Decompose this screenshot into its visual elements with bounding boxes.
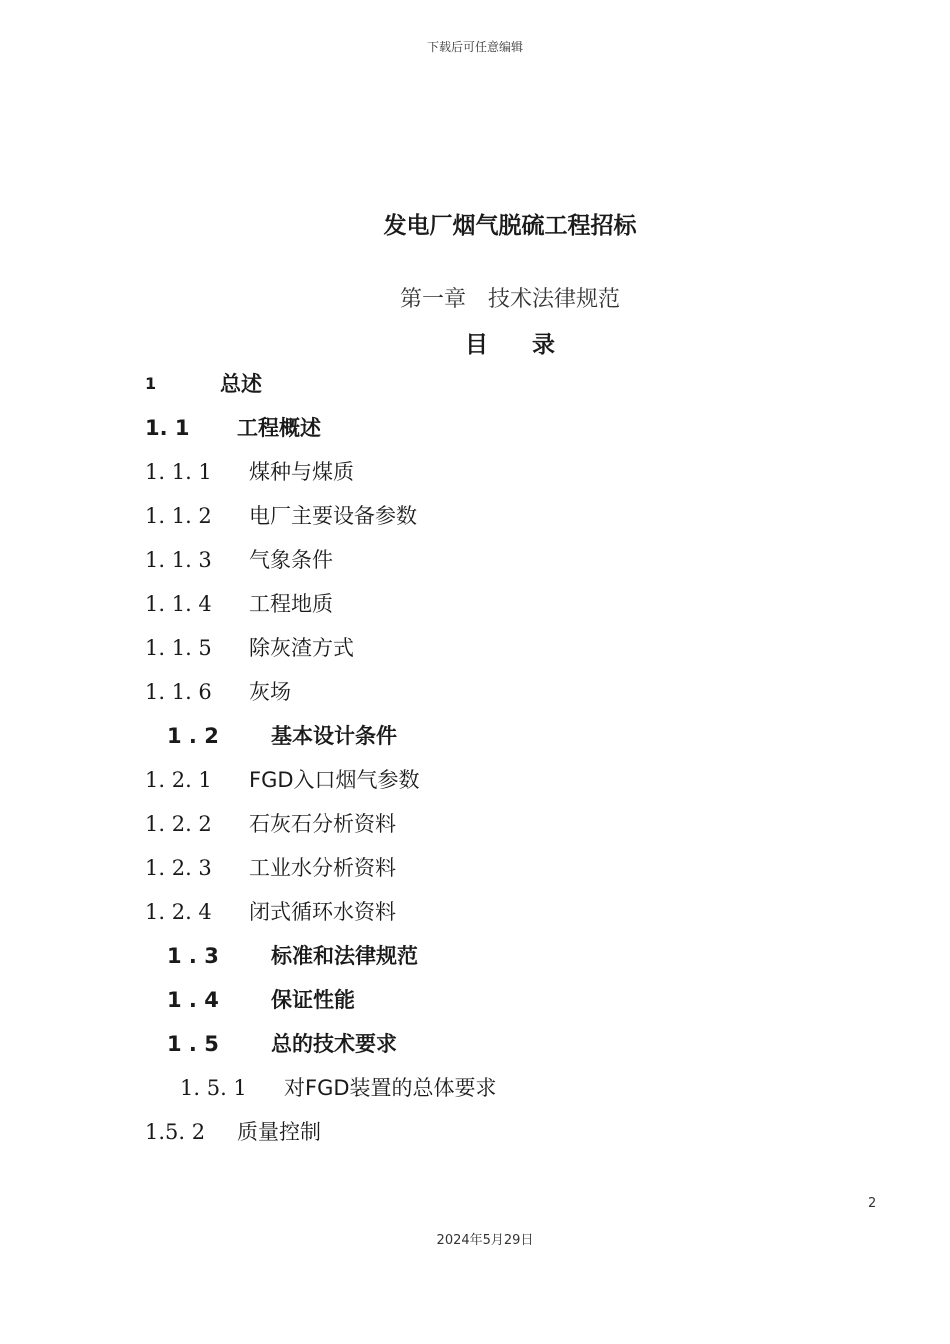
toc-entry-number: 1. 1 <box>145 416 190 440</box>
toc-entry <box>145 502 417 530</box>
toc-entry-title: 煤种与煤质 <box>249 460 354 484</box>
toc-entry <box>145 810 396 838</box>
toc-entry-title: 质量控制 <box>237 1120 321 1144</box>
toc-entry-title: 电厂主要设备参数 <box>249 504 417 528</box>
toc-entry-title: 石灰石分析资料 <box>249 812 396 836</box>
page-footer-date: 2024年5月29日 <box>436 1233 534 1248</box>
toc-entry <box>145 854 396 882</box>
chapter-heading: 第一章 技术法律规范 <box>399 287 620 312</box>
toc-entry-title: 总述 <box>220 372 262 396</box>
toc-entry-title: 工业水分析资料 <box>249 856 396 880</box>
toc-entry <box>145 898 396 926</box>
toc-entry <box>145 1118 321 1146</box>
toc-entry-number: 1 . 3 <box>167 944 219 968</box>
toc-entry <box>167 942 418 970</box>
toc-entry-number: 1. 1. 5 <box>145 636 212 660</box>
document-title: 发电厂烟气脱硫工程招标 <box>383 213 637 239</box>
toc-entry-number: 1 . 4 <box>167 988 219 1012</box>
toc-entry <box>145 546 333 574</box>
page-number: 2 <box>868 1196 877 1211</box>
toc-heading <box>465 326 555 359</box>
toc-entry-title: 基本设计条件 <box>271 724 397 748</box>
toc-entry-title: 灰场 <box>249 680 291 704</box>
toc-entry-number: 1 . 2 <box>167 724 219 748</box>
toc-entry-title: 闭式循环水资料 <box>249 900 396 924</box>
toc-entry <box>180 1074 497 1102</box>
toc-entry-number: 1. 2. 3 <box>145 856 212 880</box>
toc-entry-title: FGD入口烟气参数 <box>249 768 420 792</box>
page-header: 下载后可任意编辑 <box>426 40 523 54</box>
toc-entry-title: 保证性能 <box>271 988 355 1012</box>
toc-entry-title: 标准和法律规范 <box>271 944 418 968</box>
toc-entry <box>145 678 291 706</box>
toc-entry-number: 1. 1. 1 <box>145 460 212 484</box>
toc-entry <box>145 634 354 662</box>
toc-entry-number: 1.5. 2 <box>145 1120 206 1144</box>
toc-entry <box>145 370 262 398</box>
toc-entry-number: 1. 1. 3 <box>145 548 212 572</box>
toc-entry-title: 工程概述 <box>237 416 321 440</box>
toc-entry <box>167 722 397 750</box>
toc-entry-number: 1. 2. 4 <box>145 900 212 924</box>
toc-entry-number: 1. 1. 6 <box>145 680 212 704</box>
toc-entry <box>167 986 355 1014</box>
toc-entry <box>145 766 420 794</box>
toc-entry <box>145 458 354 486</box>
toc-entry <box>145 414 321 442</box>
toc-entry-title: 对FGD装置的总体要求 <box>284 1076 497 1100</box>
toc-entry-title: 总的技术要求 <box>271 1032 397 1056</box>
toc-entry-number: 1. 2. 2 <box>145 812 212 836</box>
toc-entry-number: 1 <box>145 374 157 393</box>
toc-heading-left: 目 <box>465 332 488 358</box>
toc-entry-number: 1 . 5 <box>167 1032 219 1056</box>
toc-entry-number: 1. 1. 4 <box>145 592 212 616</box>
toc-entry-title: 工程地质 <box>249 592 333 616</box>
toc-entry <box>145 590 333 618</box>
toc-entry-number: 1. 2. 1 <box>145 768 212 792</box>
toc-entry <box>167 1030 397 1058</box>
toc-entry-number: 1. 5. 1 <box>180 1076 247 1100</box>
toc-heading-right: 录 <box>532 332 555 358</box>
toc-entry-title: 气象条件 <box>249 548 333 572</box>
toc-entry-title: 除灰渣方式 <box>249 636 354 660</box>
toc-entry-number: 1. 1. 2 <box>145 504 212 528</box>
